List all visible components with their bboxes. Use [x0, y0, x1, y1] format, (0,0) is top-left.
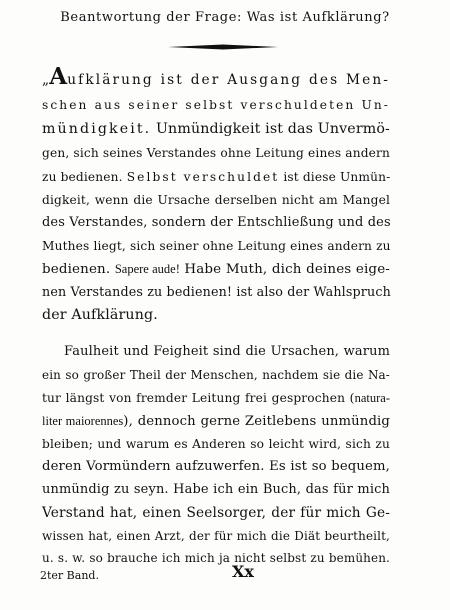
paragraph2-line1: Faulheit und Feigheit sind die Ursachen, warum [64, 344, 390, 359]
paragraph1-line7: des Verstandes, sondern der Entschließung und des [42, 215, 391, 230]
emphasis-text: mündigkeit. [42, 121, 152, 137]
body-text: bedienen. [42, 262, 115, 277]
paragraph2-line9: wissen hat, einen Arzt, der für mich die Diät beurtheilt, [42, 529, 390, 543]
paragraph1-line9 [42, 260, 390, 279]
paragraph2-line3 [42, 389, 390, 407]
opening-quote: „ [42, 72, 50, 88]
paragraph1-line10: nen Verstandes zu bedienen! ist also der Wahlspruch [42, 284, 391, 299]
paragraph2-line7: unmündig zu seyn. Habe ich ein Buch, das für mich [42, 482, 390, 497]
drop-initial: A [49, 63, 68, 90]
paragraph2-line6: deren Vormündern aufzuwerfen. Es ist so bequem, [42, 459, 390, 474]
body-text: Unmündigkeit ist das Unvermö- [151, 121, 390, 137]
latin-phrase: liter maiorennes [42, 414, 124, 428]
body-text: zu bedienen. [42, 170, 127, 184]
paragraph2-line4 [42, 412, 390, 431]
catchword: Xx [232, 562, 254, 581]
body-text: tur längst von fremder Leitung frei gesprochen ( [42, 391, 355, 405]
body-text: ist diese Unmün- [279, 170, 391, 184]
paragraph1-line3 [42, 120, 390, 138]
paragraph1-line8: Muthes liegt, sich seiner ohne Leitung eines andern zu [42, 239, 391, 253]
body-text: ), dennoch gerne Zeitlebens unmündig [123, 414, 390, 429]
emphasis-text: Selbst verschuldet [126, 170, 280, 184]
paragraph1-line6: digkeit, wenn die Ursache derselben nicht am Mangel [42, 193, 390, 207]
paragraph1-line5 [42, 168, 390, 186]
emphasis-text: ufklärung ist der Ausgang des Men- [67, 72, 390, 88]
paragraph1-line4: gen, sich seines Verstandes ohne Leitung eines andern [42, 146, 390, 160]
running-head: Beantwortung der Frage: Was ist Aufklärung? [60, 10, 390, 25]
paragraph2-line8: Verstand hat, einen Seelsorger, der für mich Ge- [42, 505, 390, 521]
paragraph2-line10: u. s. w. so brauche ich mich ja nicht selbst zu bemühen. [42, 551, 390, 565]
latin-phrase: Sapere aude! [114, 262, 180, 276]
emphasis-text: schen aus seiner selbst verschuldeten Un- [42, 98, 390, 112]
signature-mark: 2ter Band. [40, 569, 99, 582]
paragraph1-line11: der Aufklärung. [42, 307, 158, 323]
ornamental-rule [168, 44, 278, 50]
paragraph2-line2: ein so großer Theil der Menschen, nachdem sie die Na- [42, 368, 390, 382]
body-text: Habe Muth, dich deines eige- [179, 262, 390, 277]
paragraph2-line5: bleiben; und warum es Anderen so leicht wird, sich zu [42, 437, 390, 451]
latin-phrase: natura- [354, 391, 390, 405]
paragraph1-line1 [42, 63, 390, 90]
paragraph1-line2 [42, 96, 390, 114]
